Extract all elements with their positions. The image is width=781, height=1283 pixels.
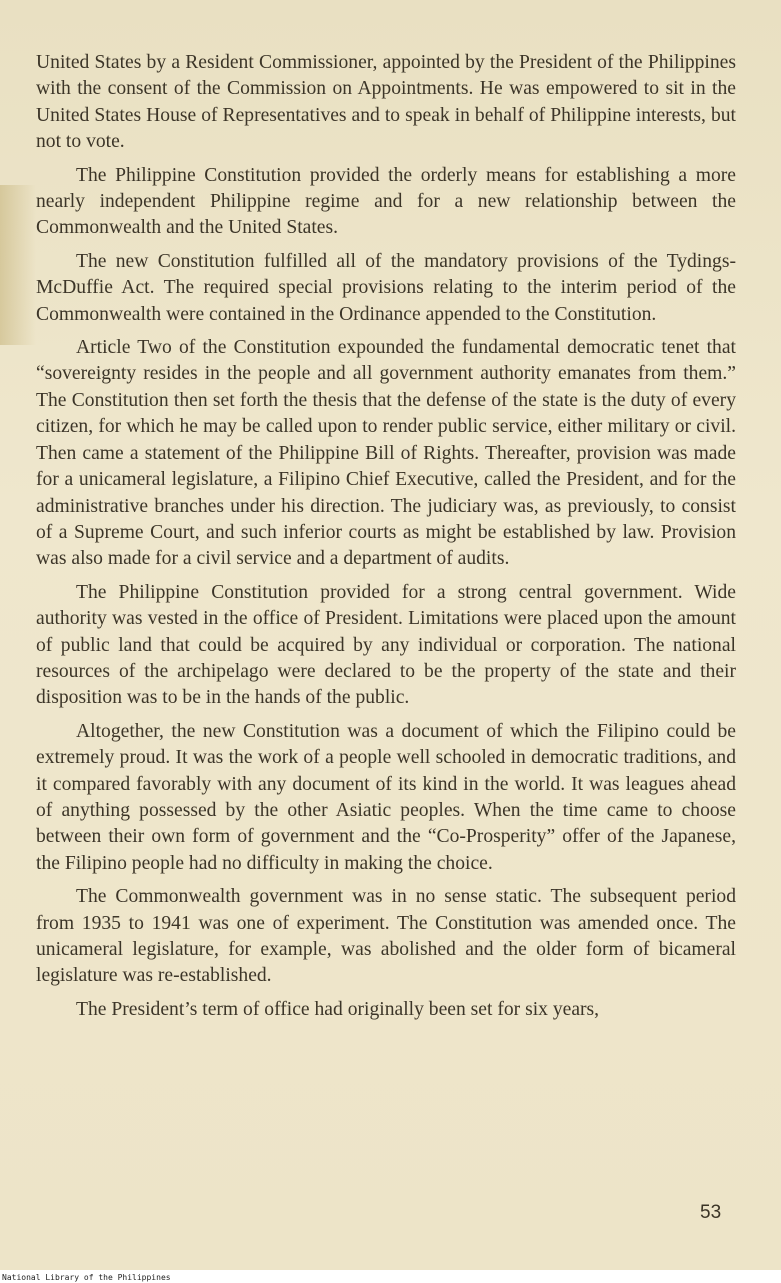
paragraph-1: United States by a Resident Commissioner, appointed by the President of the Philippines with the consent of the Commission on Appointments. He was empowered to sit in the United States House of Representatives and to speak in behalf of Philippine interests, but not to vote. bbox=[36, 52, 736, 153]
paragraph-7: The Commonwealth government was in no sense static. The subsequent period from 1935 to 1941 was one of experiment. The Constitution was amended once. The unicameral legislature, for example, was abolished and the older form of bicameral legislature was re-established. bbox=[36, 886, 736, 987]
paragraph-2: The Philippine Constitution provided the orderly means for establishing a more nearly independent Philippine regime and for a new relationship between the Commonwealth and the United States. bbox=[36, 164, 736, 239]
footer-credit: National Library of the Philippines bbox=[2, 1273, 171, 1282]
paragraph-8: The President’s term of office had originally been set for six years, bbox=[76, 998, 600, 1020]
paragraph-5: The Philippine Constitution provided for a strong central government. Wide authority was vested in the office of President. Limitations were placed upon the amount of public land that could be acquired by any individual or corporation. The national resources of the archipelago were declared to be the property of the state and their disposition was to be in the hands of the public. bbox=[36, 581, 736, 709]
paragraph-6: Altogether, the new Constitution was a document of which the Filipino could be extremely proud. It was the work of a people well schooled in democratic traditions, and it compared favorably with any document of its kind in the world. It was leagues ahead of anything possessed by the other Asiatic peoples. When the time came to choose between their own form of government and the “Co-Prosperity” offer of the Japanese, the Filipino people had no difficulty in making the choice. bbox=[36, 720, 736, 874]
paragraph-4: Article Two of the Constitution expounded the fundamental democratic tenet that “sovereignty resides in the people and all government authority emanates from them.” The Constitution then set forth the thesis that the defense of the state is the duty of every citizen, for which he may be called upon to render public service, either military or civil. Then came a statement of the Philippine Bill of Rights. Thereafter, provision was made for a unicameral legislature, a Filipino Chief Executive, called the President, and for the administrative branches under his direction. The judiciary was, as previously, to consist of a Supreme Court, and such inferior courts as might be established by law. Provision was also made for a civil service and a department of audits. bbox=[36, 337, 736, 570]
page-number: 53 bbox=[700, 1202, 722, 1223]
body-text bbox=[36, 50, 736, 1030]
page-edge-stain bbox=[0, 185, 36, 345]
paragraph-3: The new Constitution fulfilled all of the mandatory provisions of the Tydings-McDuffie Act. The required special provisions relating to the interim period of the Commonwealth were contained in the Ordinance appended to the Constitution. bbox=[36, 250, 736, 325]
